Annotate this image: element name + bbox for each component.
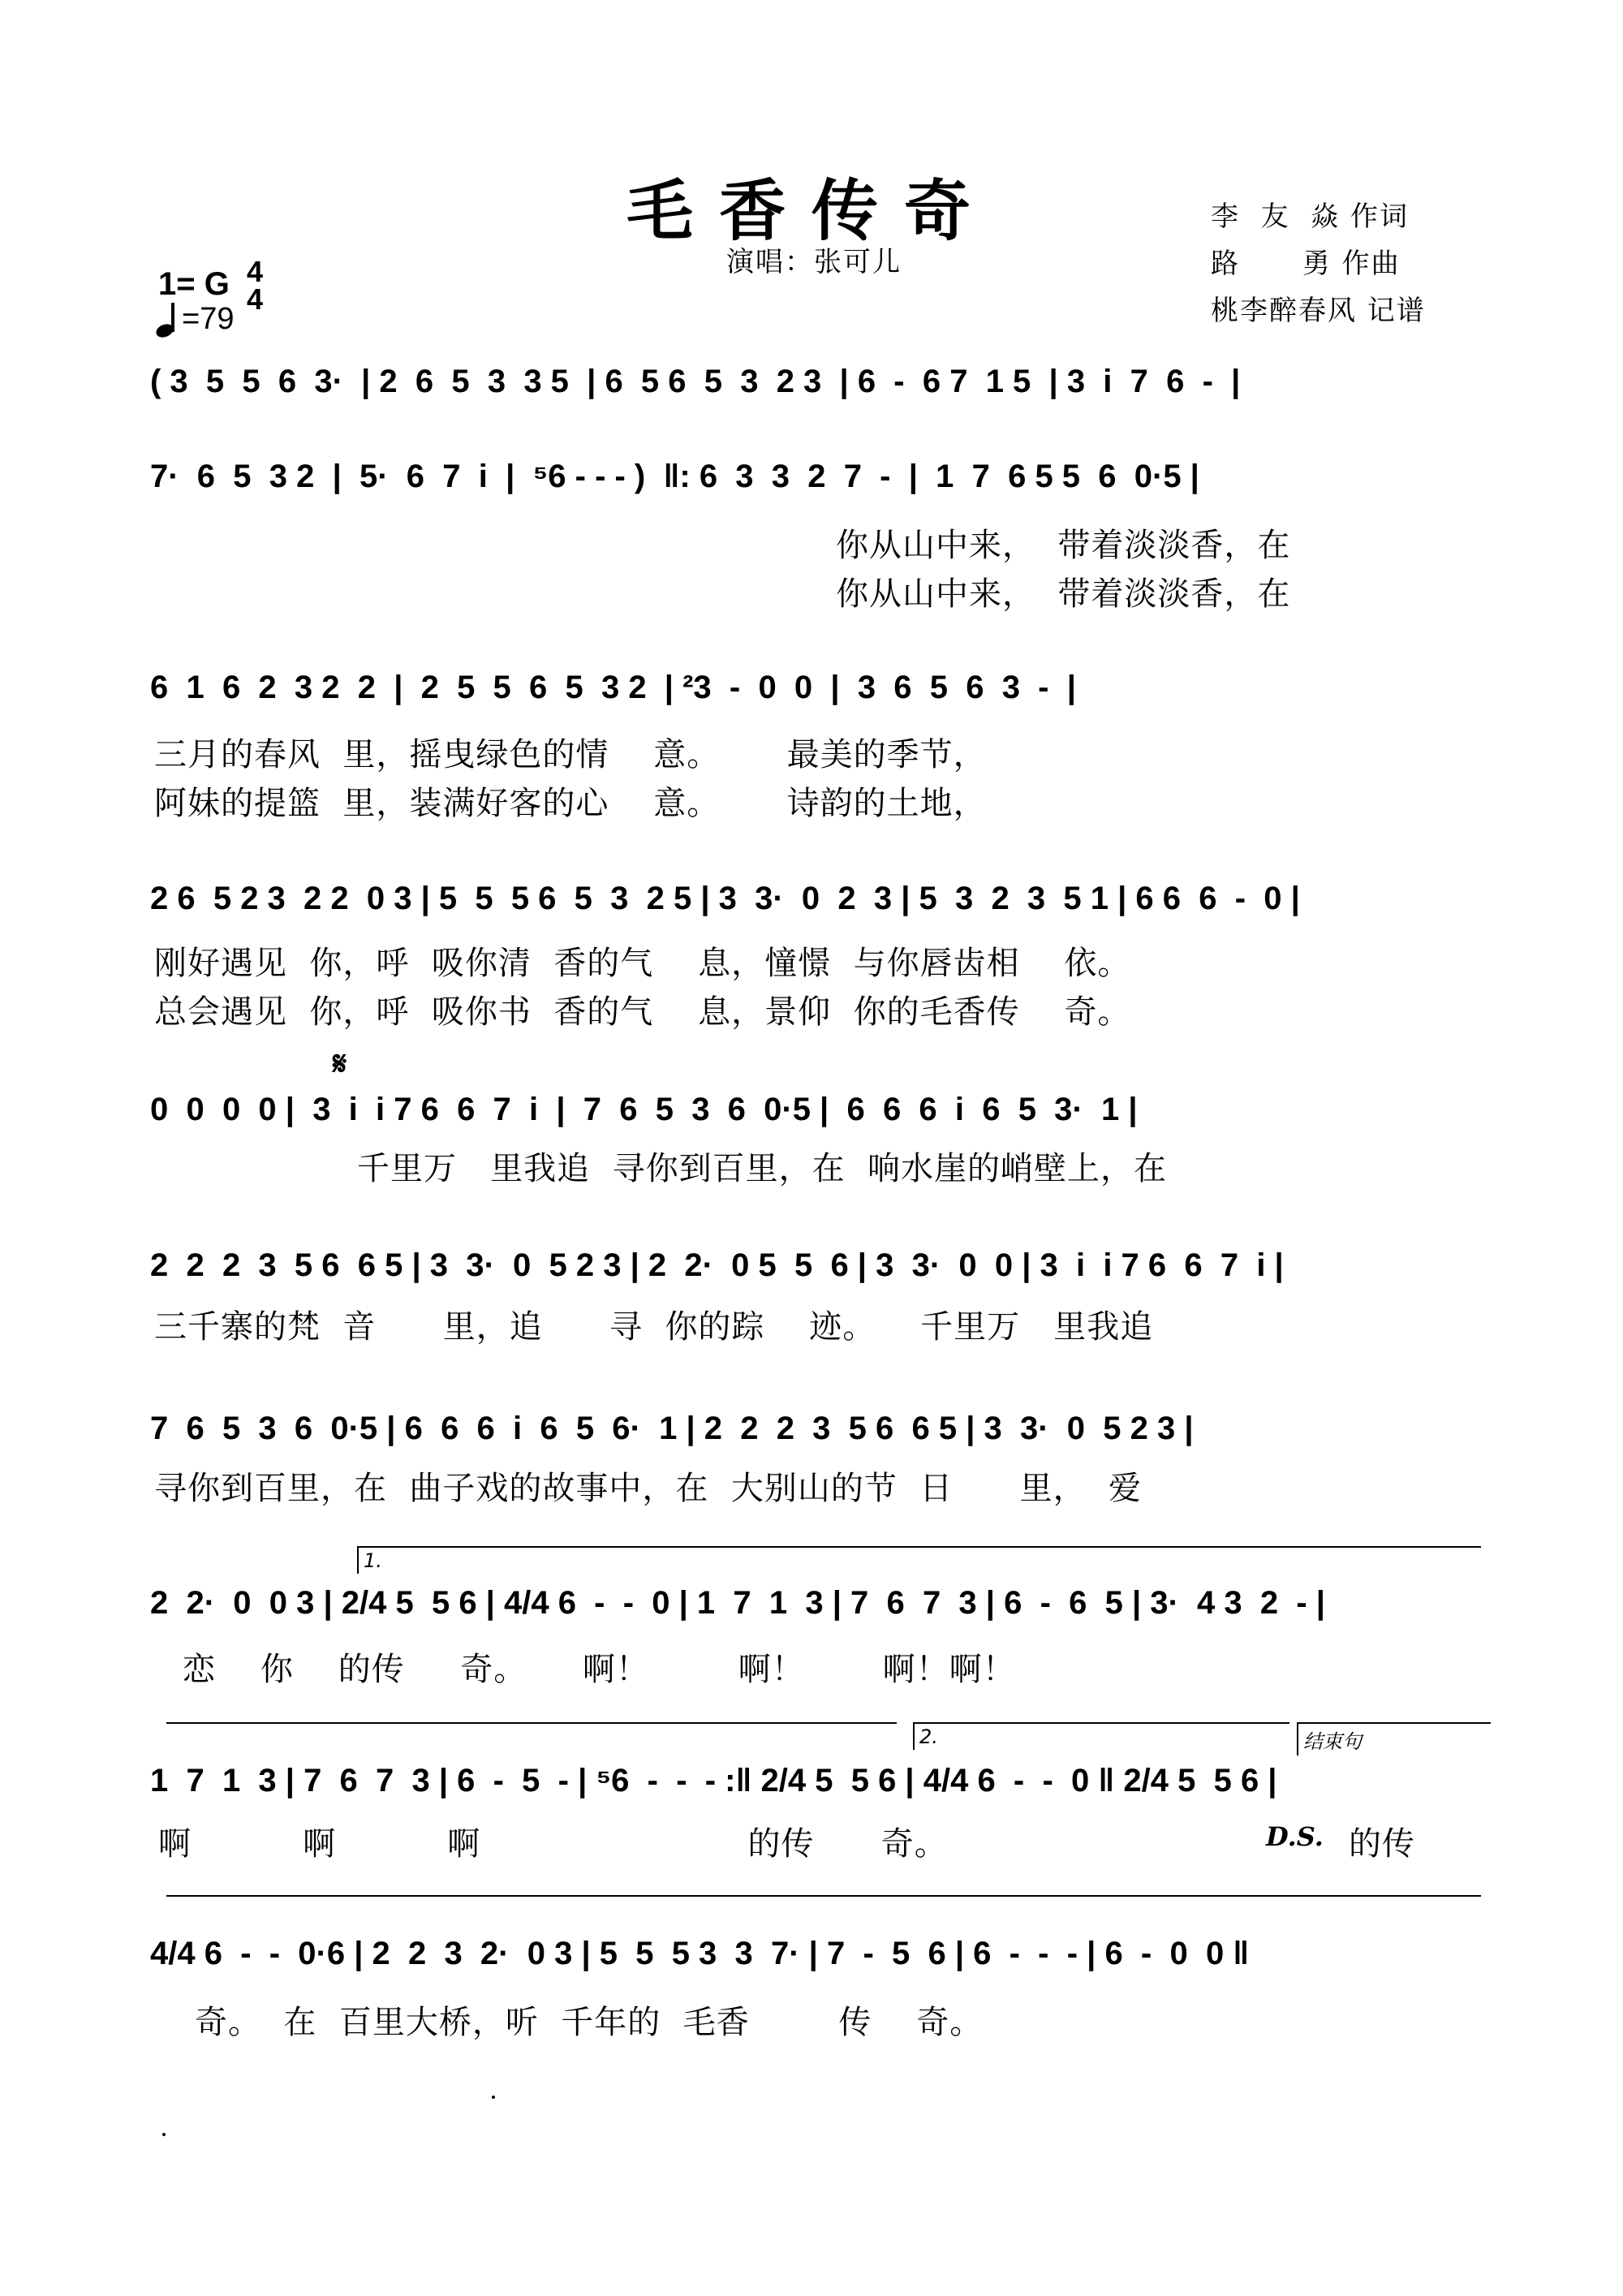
notation-line-9: 1 7 1 3 | 7 6 7 3 | 6 - 5 - | ⁵6 - - - :‖ 2/4 5 5 6 | 4/4 6 - - 0 ‖ 2/4 5 5 6 |: [150, 1763, 1277, 1798]
credits-block: [1211, 193, 1426, 334]
singer-credit: 演唱：张可儿: [726, 246, 902, 278]
lyric-line-2b: 阿妹的提篮 里，装满好客的心 意。 诗韵的土地，: [154, 785, 987, 822]
segno-sign: 𝄋: [333, 1045, 347, 1083]
repeat-bracket: [166, 1722, 897, 1724]
lyric-line-4: 千里万 里我追 寻你到百里，在 响水崖的峭壁上，在: [357, 1150, 1168, 1187]
transcriber-credit: 桃李醉春风 记谱: [1211, 295, 1426, 327]
time-signature: [246, 255, 263, 317]
ending-label: 结束句: [1297, 1722, 1491, 1755]
lyric-line-8: 啊 啊 啊 的传 奇。: [158, 1825, 948, 1863]
lyricist-credit: 李 友 焱 作词: [1211, 200, 1410, 233]
quarter-note-icon: [156, 304, 177, 337]
notation-line-7: 7 6 5 3 6 0·5 | 6 6 6 i 6 5 6· 1 | 2 2 2 3 5 6 6 5 | 3 3· 0 5 2 3 |: [150, 1411, 1194, 1446]
lyric-line-7: 恋 你 的传 奇。 啊！ 啊！ 啊！啊！: [183, 1651, 1016, 1688]
final-bracket: [166, 1895, 1481, 1897]
notation-line-1: ( 3 5 5 6 3· | 2 6 5 3 3 5 | 6 5 6 5 3 2 3 | 6 - 6 7 1 5 | 3 i 7 6 - |: [150, 364, 1241, 399]
lyric-line-1b: 你从山中来， 带着淡淡香，在: [836, 575, 1291, 613]
volta-1-bracket: [357, 1546, 1481, 1548]
stray-mark: [492, 2096, 495, 2099]
time-bottom: 4: [246, 282, 263, 317]
stray-mark: [162, 2133, 166, 2136]
lyric-line-6: 寻你到百里，在 曲子戏的故事中，在 大别山的节 日 里， 爱: [154, 1470, 1143, 1507]
lyric-line-1a: 你从山中来， 带着淡淡香，在: [836, 527, 1291, 564]
lyric-line-3a: 刚好遇见 你，呼 吸你清 香的气 息，憧憬 与你唇齿相 依。: [154, 945, 1131, 982]
song-title: 毛香传奇: [626, 172, 997, 250]
notation-line-2: 7· 6 5 3 2 | 5· 6 7 i | ⁵6 - - - ) ‖: 6 3 3 2 7 - | 1 7 6 5 5 6 0·5 |: [150, 459, 1199, 494]
notation-line-3: 6 1 6 2 3 2 2 | 2 5 5 6 5 3 2 | ²3 - 0 0 | 3 6 5 6 3 - |: [150, 670, 1076, 705]
lyric-line-9: 奇。 在 百里大桥，听 千年的 毛香 传 奇。: [195, 2004, 984, 2041]
notation-line-6: 2 2 2 3 5 6 6 5 | 3 3· 0 5 2 3 | 2 2· 0 5 5 6 | 3 3· 0 0 | 3 i i 7 6 6 7 i |: [150, 1247, 1284, 1283]
notation-line-5: 0 0 0 0 | 3 i i 7 6 6 7 i | 7 6 5 3 6 0·5 | 6 6 6 i 6 5 3· 1 |: [150, 1092, 1138, 1127]
notation-line-10: 4/4 6 - - 0·6 | 2 2 3 2· 0 3 | 5 5 5 3 3 7· | 7 - 5 6 | 6 - - - | 6 - 0 0 ‖: [150, 1936, 1250, 1971]
tempo-value: =79: [182, 302, 235, 336]
time-top: 4: [246, 255, 263, 288]
lyric-line-2a: 三月的春风 里，摇曳绿色的情 意。 最美的季节，: [154, 736, 987, 773]
volta-1-label: 1.: [357, 1546, 387, 1574]
lyric-line-3b: 总会遇见 你，呼 吸你书 香的气 息，景仰 你的毛香传 奇。: [154, 993, 1131, 1031]
notation-line-4: 2 6 5 2 3 2 2 0 3 | 5 5 5 6 5 3 2 5 | 3 3· 0 2 3 | 5 3 2 3 5 1 | 6 6 6 - 0 |: [150, 881, 1300, 916]
ds-lyric: 的传: [1349, 1825, 1415, 1863]
tempo-marking: [156, 302, 234, 337]
lyric-line-5: 三千寨的梵 音 里，追 寻 你的踪 迹。 千里万 里我追: [154, 1308, 1154, 1346]
composer-credit: 路 勇 作曲: [1211, 248, 1401, 280]
volta-2-label: 2.: [913, 1722, 1289, 1750]
notation-line-8: 2 2· 0 0 3 | 2/4 5 5 6 | 4/4 6 - - 0 | 1 7 1 3 | 7 6 7 3 | 6 - 6 5 | 3· 4 3 2 - |: [150, 1585, 1325, 1621]
key-label: 1= G: [158, 265, 230, 302]
ds-marking: D.S.: [1266, 1821, 1324, 1852]
